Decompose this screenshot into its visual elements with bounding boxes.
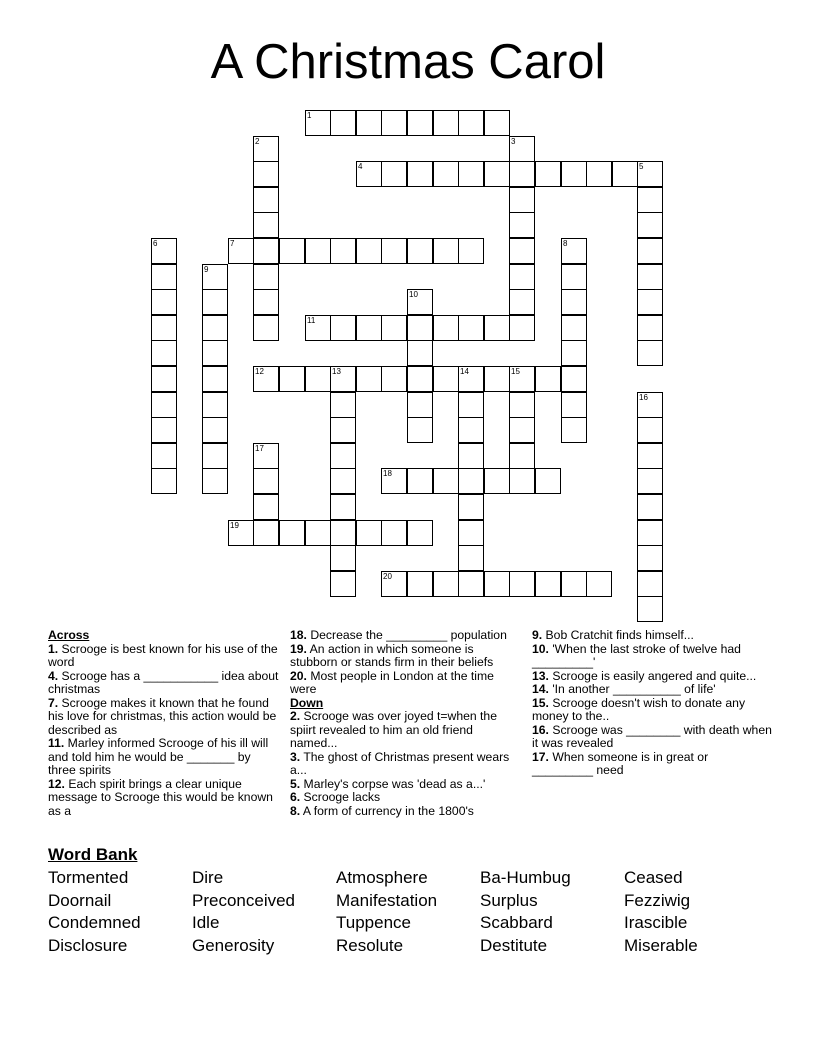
crossword-cell[interactable] xyxy=(535,571,561,597)
crossword-cell[interactable] xyxy=(637,161,663,187)
crossword-cell[interactable] xyxy=(484,468,510,494)
crossword-cell[interactable] xyxy=(458,494,484,520)
word-bank-word: Disclosure xyxy=(48,935,128,955)
crossword-cell[interactable] xyxy=(458,443,484,469)
clue-number: 19 xyxy=(230,521,239,530)
crossword-cell[interactable] xyxy=(509,289,535,315)
crossword-cell[interactable] xyxy=(509,212,535,238)
crossword-cell[interactable] xyxy=(458,392,484,418)
crossword-cell[interactable] xyxy=(253,366,279,392)
clue-text: 'When the last stroke of twelve had _________' xyxy=(532,641,741,669)
crossword-cell[interactable] xyxy=(433,238,459,264)
clue-number: 19. xyxy=(290,641,307,656)
crossword-cell[interactable] xyxy=(407,520,433,546)
crossword-cell[interactable] xyxy=(637,545,663,571)
clue-number: 8. xyxy=(290,803,301,818)
crossword-cell[interactable] xyxy=(151,417,177,443)
clue-text: Scrooge was over joyed t=when the spiirt revealed to him an old friend named... xyxy=(290,709,497,750)
word-bank xyxy=(48,867,788,957)
clue-number: 14. xyxy=(532,682,549,696)
clue-text: Most people in London at the time were xyxy=(290,668,494,696)
clues-column-2 xyxy=(290,629,522,818)
clue xyxy=(532,643,772,670)
crossword-cell[interactable] xyxy=(381,520,407,546)
crossword-cell[interactable] xyxy=(637,289,663,315)
crossword-cell[interactable] xyxy=(509,136,535,162)
clue-number: 14 xyxy=(460,367,469,376)
crossword-cell[interactable] xyxy=(407,315,433,341)
crossword-cell[interactable] xyxy=(151,468,177,494)
crossword-cell[interactable] xyxy=(509,366,535,392)
crossword-cell[interactable] xyxy=(612,161,638,187)
crossword-cell[interactable] xyxy=(407,392,433,418)
crossword-cell[interactable] xyxy=(637,315,663,341)
crossword-cell[interactable] xyxy=(279,366,305,392)
crossword-cell[interactable] xyxy=(637,596,663,622)
clue xyxy=(290,791,522,805)
clue xyxy=(48,697,280,738)
crossword-cell[interactable] xyxy=(356,238,382,264)
crossword-cell[interactable] xyxy=(637,571,663,597)
word-bank-word: Surplus xyxy=(480,890,538,910)
crossword-cell[interactable] xyxy=(458,161,484,187)
crossword-cell[interactable] xyxy=(509,238,535,264)
clue-number: 18. xyxy=(290,628,307,642)
clue-number: 3 xyxy=(511,137,516,146)
clue-number: 9 xyxy=(204,265,209,274)
crossword-cell[interactable] xyxy=(484,571,510,597)
crossword-cell[interactable] xyxy=(509,443,535,469)
crossword-cell[interactable] xyxy=(381,366,407,392)
crossword-cell[interactable] xyxy=(561,571,587,597)
crossword-cell[interactable] xyxy=(509,392,535,418)
clue-number: 6. xyxy=(290,790,301,804)
clue-number: 9. xyxy=(532,628,543,642)
word-bank-word: Generosity xyxy=(192,935,275,955)
clue-text: Scrooge lacks xyxy=(300,790,381,804)
crossword-cell[interactable] xyxy=(433,161,459,187)
clue-text: The ghost of Christmas present wears a... xyxy=(290,749,510,777)
crossword-cell[interactable] xyxy=(330,494,356,520)
crossword-cell[interactable] xyxy=(330,315,356,341)
clue-text: A form of currency in the 1800's xyxy=(300,803,474,818)
clue-text: Scrooge is easily angered and quite... xyxy=(548,668,757,683)
clue-number: 5 xyxy=(639,162,644,171)
crossword-cell[interactable] xyxy=(458,571,484,597)
word-bank-word: Ceased xyxy=(624,868,683,887)
crossword-cell[interactable] xyxy=(253,136,279,162)
clue xyxy=(290,670,522,697)
clue-number: 7 xyxy=(230,239,235,248)
word-bank-word: Destitute xyxy=(480,935,548,955)
crossword-cell[interactable] xyxy=(458,520,484,546)
clue-number: 11 xyxy=(307,316,316,325)
crossword-cell[interactable] xyxy=(509,315,535,341)
crossword-cell[interactable] xyxy=(253,315,279,341)
crossword-cell[interactable] xyxy=(381,161,407,187)
crossword-cell[interactable] xyxy=(458,468,484,494)
crossword-cell[interactable] xyxy=(151,238,177,264)
crossword-cell[interactable] xyxy=(330,468,356,494)
crossword-cell[interactable] xyxy=(637,520,663,546)
crossword-cell[interactable] xyxy=(637,417,663,443)
clue-number: 13. xyxy=(532,668,549,683)
crossword-cell[interactable] xyxy=(151,443,177,469)
word-bank-word: Fezziwig xyxy=(624,890,691,910)
clue xyxy=(290,629,522,643)
crossword-cell[interactable] xyxy=(407,161,433,187)
clue xyxy=(532,751,772,778)
crossword-cell[interactable] xyxy=(202,289,228,315)
crossword-cell[interactable] xyxy=(509,468,535,494)
crossword-cell[interactable] xyxy=(484,110,510,136)
clue xyxy=(532,724,772,751)
clue-text: When someone is in great or _________ need xyxy=(532,749,709,777)
clue-text: Scrooge was ________ with death when it was revealed xyxy=(532,722,772,750)
crossword-cell[interactable] xyxy=(458,417,484,443)
crossword-cell[interactable] xyxy=(151,392,177,418)
clue-number: 20. xyxy=(290,668,307,683)
clue-number: 5. xyxy=(290,776,301,791)
clue-number: 17. xyxy=(532,749,549,764)
crossword-cell[interactable] xyxy=(561,366,587,392)
clue-text: 'In another __________ of life' xyxy=(548,682,716,696)
clue-text: Marley's corpse was 'dead as a...' xyxy=(300,776,486,791)
crossword-cell[interactable] xyxy=(356,520,382,546)
crossword-cell[interactable] xyxy=(330,417,356,443)
word-bank-word: Tuppence xyxy=(336,913,411,932)
clue-number: 16. xyxy=(532,722,549,737)
clue xyxy=(532,629,772,643)
crossword-cell[interactable] xyxy=(561,161,587,187)
crossword-cell[interactable] xyxy=(253,494,279,520)
crossword-cell[interactable] xyxy=(330,366,356,392)
crossword-cell[interactable] xyxy=(279,520,305,546)
crossword-cell[interactable] xyxy=(202,443,228,469)
clue-number: 15. xyxy=(532,695,549,710)
crossword-cell[interactable] xyxy=(330,545,356,571)
crossword-cell[interactable] xyxy=(561,289,587,315)
crossword-cell[interactable] xyxy=(202,468,228,494)
clue-text: Each spirit brings a clear unique message to Scrooge this would be known as a xyxy=(48,776,273,818)
crossword-cell[interactable] xyxy=(433,571,459,597)
crossword-cell[interactable] xyxy=(509,161,535,187)
clue xyxy=(48,737,280,778)
crossword-cell[interactable] xyxy=(356,161,382,187)
crossword-cell[interactable] xyxy=(253,187,279,213)
crossword-cell[interactable] xyxy=(381,315,407,341)
crossword-cell[interactable] xyxy=(305,238,331,264)
clue-section-header: Down xyxy=(290,695,324,710)
page-title: A Christmas Carol xyxy=(210,35,606,89)
crossword-cell[interactable] xyxy=(202,392,228,418)
clue-number: 4. xyxy=(48,668,59,683)
crossword-cell[interactable] xyxy=(407,289,433,315)
crossword-cell[interactable] xyxy=(484,161,510,187)
clue-number: 2 xyxy=(255,137,260,146)
crossword-cell[interactable] xyxy=(458,238,484,264)
crossword-cell[interactable] xyxy=(509,417,535,443)
crossword-cell[interactable] xyxy=(535,161,561,187)
crossword-cell[interactable] xyxy=(535,468,561,494)
clue xyxy=(48,643,280,670)
clue xyxy=(290,751,522,778)
crossword-cell[interactable] xyxy=(407,417,433,443)
crossword-cell[interactable] xyxy=(305,110,331,136)
word-bank-word: Tormented xyxy=(48,868,129,887)
crossword-cell[interactable] xyxy=(330,443,356,469)
crossword-cell[interactable] xyxy=(458,366,484,392)
crossword-cell[interactable] xyxy=(202,417,228,443)
crossword-cell[interactable] xyxy=(228,238,254,264)
crossword-cell[interactable] xyxy=(356,366,382,392)
crossword-cell[interactable] xyxy=(151,289,177,315)
crossword-cell[interactable] xyxy=(330,238,356,264)
clue-text: Scrooge makes it known that he found his love for christmas, this action would be described as xyxy=(48,695,277,737)
crossword-cell[interactable] xyxy=(535,366,561,392)
crossword-cell[interactable] xyxy=(458,545,484,571)
crossword-cell[interactable] xyxy=(330,520,356,546)
crossword-cell[interactable] xyxy=(202,315,228,341)
crossword-cell[interactable] xyxy=(228,520,254,546)
clue-text: Marley informed Scrooge of his ill will and told him he would be _______ by three spirits xyxy=(48,736,269,777)
word-bank-word: Idle xyxy=(192,913,220,932)
crossword-cell[interactable] xyxy=(509,187,535,213)
crossword-cell[interactable] xyxy=(202,366,228,392)
crossword-cell[interactable] xyxy=(637,212,663,238)
crossword-cell[interactable] xyxy=(356,110,382,136)
crossword-cell[interactable] xyxy=(484,366,510,392)
crossword-cell[interactable] xyxy=(407,468,433,494)
crossword-cell[interactable] xyxy=(151,366,177,392)
clue-text: Scrooge has a ___________ idea about christmas xyxy=(48,668,279,696)
word-bank-word: Condemned xyxy=(48,913,141,932)
clue-number: 8 xyxy=(563,239,568,248)
clue xyxy=(290,643,522,670)
word-bank-word: Preconceived xyxy=(192,890,296,910)
clue xyxy=(48,778,280,819)
crossword-cell[interactable] xyxy=(253,520,279,546)
crossword-cell[interactable] xyxy=(433,468,459,494)
crossword-cell[interactable] xyxy=(305,520,331,546)
clue-number: 15 xyxy=(511,367,520,376)
clue-text: Bob Cratchit finds himself... xyxy=(542,628,694,642)
crossword-cell[interactable] xyxy=(586,161,612,187)
clue xyxy=(290,778,522,792)
crossword-cell[interactable] xyxy=(407,571,433,597)
word-bank-word: Manifestation xyxy=(336,890,438,910)
crossword-cell[interactable] xyxy=(330,110,356,136)
crossword-cell[interactable] xyxy=(561,392,587,418)
crossword-cell[interactable] xyxy=(458,315,484,341)
crossword-cell[interactable] xyxy=(202,340,228,366)
crossword-cell[interactable] xyxy=(305,315,331,341)
crossword-cell[interactable] xyxy=(279,238,305,264)
crossword-cell[interactable] xyxy=(381,110,407,136)
clue-number: 17 xyxy=(255,444,264,453)
clue-number: 6 xyxy=(153,239,158,248)
word-bank-word: Irascible xyxy=(624,913,688,932)
crossword-cell[interactable] xyxy=(151,315,177,341)
clues-column-3 xyxy=(532,629,772,778)
clue-number: 3. xyxy=(290,749,301,764)
clue-number: 16 xyxy=(639,393,648,402)
crossword-cell[interactable] xyxy=(637,238,663,264)
clues-column-1 xyxy=(48,629,280,818)
crossword-cell[interactable] xyxy=(458,110,484,136)
word-bank-word: Scabbard xyxy=(480,913,553,932)
crossword-cell[interactable] xyxy=(253,264,279,290)
clue-number: 20 xyxy=(383,572,392,581)
crossword-cell[interactable] xyxy=(561,417,587,443)
clue-number: 4 xyxy=(358,162,363,171)
crossword-cell[interactable] xyxy=(561,340,587,366)
crossword-cell[interactable] xyxy=(253,289,279,315)
clue-number: 18 xyxy=(383,469,392,478)
crossword-cell[interactable] xyxy=(253,161,279,187)
crossword-cell[interactable] xyxy=(637,392,663,418)
crossword-cell[interactable] xyxy=(202,264,228,290)
crossword-cell[interactable] xyxy=(253,212,279,238)
crossword-cell[interactable] xyxy=(433,366,459,392)
crossword-cell[interactable] xyxy=(637,187,663,213)
crossword-cell[interactable] xyxy=(381,238,407,264)
clue-text: Scrooge is best known for his use of the word xyxy=(48,641,278,669)
crossword-cell[interactable] xyxy=(433,315,459,341)
crossword-cell[interactable] xyxy=(561,264,587,290)
word-bank-word: Resolute xyxy=(336,935,404,955)
word-bank-title: Word Bank xyxy=(48,845,138,864)
crossword-cell[interactable] xyxy=(253,468,279,494)
clue-number: 2. xyxy=(290,709,301,723)
crossword-cell[interactable] xyxy=(637,340,663,366)
crossword-cell[interactable] xyxy=(305,366,331,392)
clue-section-header: Across xyxy=(48,628,90,642)
clue-text: Decrease the _________ population xyxy=(306,628,507,642)
crossword-cell[interactable] xyxy=(381,468,407,494)
clue-number: 11. xyxy=(48,736,65,750)
crossword-cell[interactable] xyxy=(433,110,459,136)
clue xyxy=(290,805,522,819)
crossword-cell[interactable] xyxy=(407,366,433,392)
crossword-cell[interactable] xyxy=(509,264,535,290)
crossword-cell[interactable] xyxy=(484,315,510,341)
clue xyxy=(532,697,772,724)
crossword-cell[interactable] xyxy=(637,468,663,494)
crossword-cell[interactable] xyxy=(381,571,407,597)
clue-number: 1 xyxy=(307,111,312,120)
crossword-cell[interactable] xyxy=(151,264,177,290)
word-bank-word: Ba-Humbug xyxy=(480,868,571,887)
crossword-cell[interactable] xyxy=(509,571,535,597)
crossword-cell[interactable] xyxy=(561,315,587,341)
clue xyxy=(532,670,772,684)
crossword-cell[interactable] xyxy=(330,571,356,597)
crossword-cell[interactable] xyxy=(637,443,663,469)
clue xyxy=(532,683,772,697)
clue xyxy=(48,670,280,697)
crossword-cell[interactable] xyxy=(407,110,433,136)
word-bank-word: Atmosphere xyxy=(336,868,428,887)
crossword-cell[interactable] xyxy=(253,443,279,469)
crossword-cell[interactable] xyxy=(637,494,663,520)
crossword-cell[interactable] xyxy=(586,571,612,597)
crossword-cell[interactable] xyxy=(407,238,433,264)
word-bank-word: Dire xyxy=(192,868,224,887)
clue-number: 7. xyxy=(48,695,59,710)
clue-text: Scrooge doesn't wish to donate any money to the.. xyxy=(532,695,746,723)
clue-number: 12 xyxy=(255,367,264,376)
clue-number: 12. xyxy=(48,776,65,791)
crossword-cell[interactable] xyxy=(637,264,663,290)
crossword-cell[interactable] xyxy=(330,392,356,418)
clue-text: An action in which someone is stubborn or stands firm in their beliefs xyxy=(290,641,494,669)
crossword-cell[interactable] xyxy=(253,238,279,264)
crossword-cell[interactable] xyxy=(407,340,433,366)
clue-number: 1. xyxy=(48,641,59,656)
crossword-cell[interactable] xyxy=(561,238,587,264)
crossword-cell[interactable] xyxy=(151,340,177,366)
clue-number: 10 xyxy=(409,290,418,299)
word-bank-word: Doornail xyxy=(48,890,112,910)
crossword-cell[interactable] xyxy=(356,315,382,341)
clue xyxy=(290,710,522,751)
clue-number: 10. xyxy=(532,641,549,656)
clue-number: 13 xyxy=(332,367,341,376)
word-bank-word: Miserable xyxy=(624,935,698,955)
